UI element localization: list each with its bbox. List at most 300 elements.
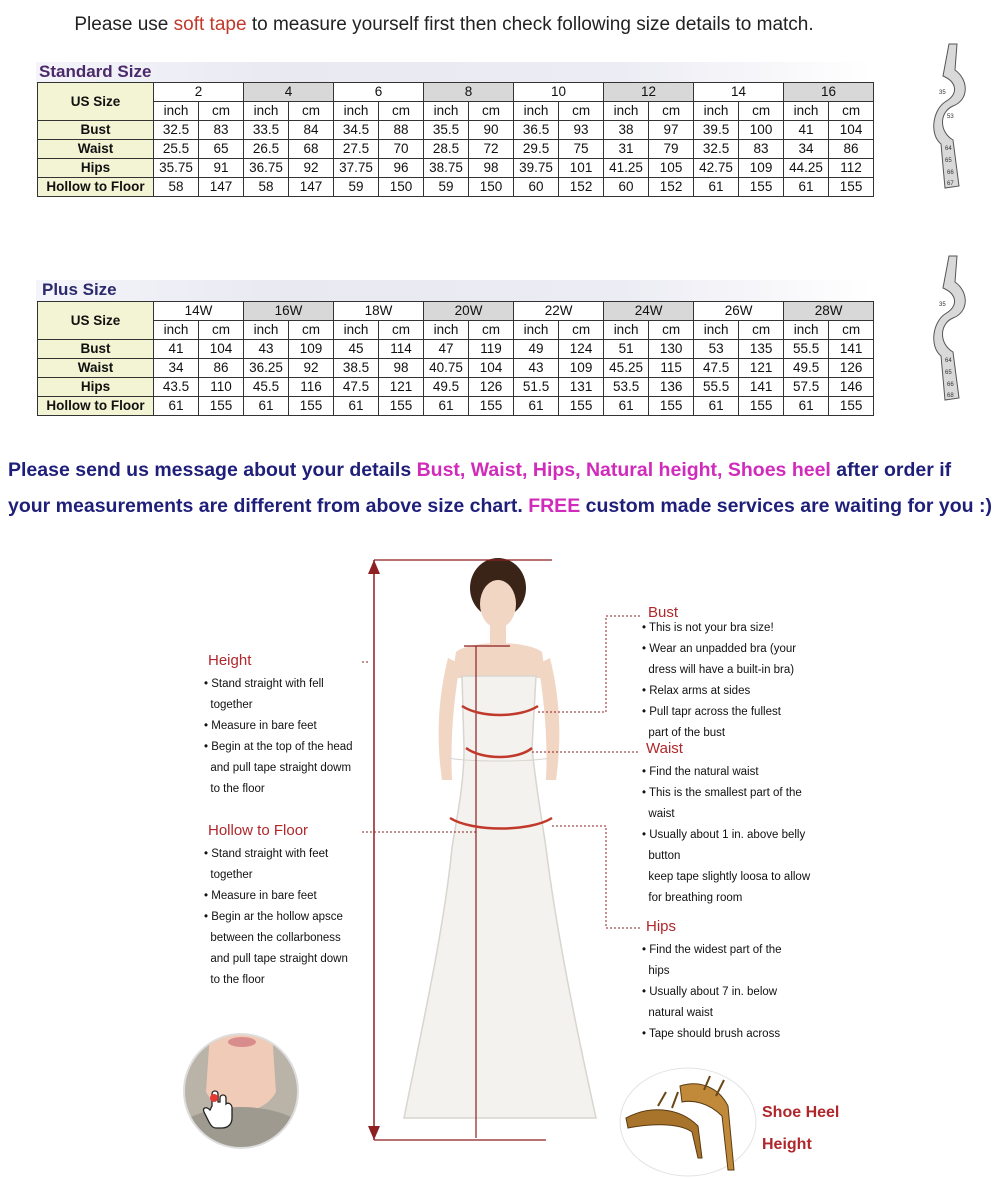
- size-header-cell: 12: [604, 83, 694, 102]
- table-cell: 41.25: [604, 159, 649, 178]
- us-size-label: US Size: [38, 83, 154, 121]
- bullet-item: [642, 940, 782, 961]
- table-cell: 28.5: [424, 140, 469, 159]
- size-header-cell: 28W: [784, 302, 874, 321]
- unit-cell: inch: [694, 321, 739, 340]
- bullet-item: [642, 702, 796, 723]
- table-cell: 49.5: [784, 359, 829, 378]
- table-cell: 61: [604, 397, 649, 416]
- table-cell: 35.75: [154, 159, 199, 178]
- unit-cell: inch: [604, 321, 649, 340]
- table-cell: 92: [289, 359, 334, 378]
- table-cell: 41: [154, 340, 199, 359]
- table-cell: 61: [784, 397, 829, 416]
- table-cell: 109: [289, 340, 334, 359]
- table-cell: 53: [694, 340, 739, 359]
- table-cell: 115: [649, 359, 694, 378]
- size-header-cell: 24W: [604, 302, 694, 321]
- table-cell: 47.5: [694, 359, 739, 378]
- table-cell: 57.5: [784, 378, 829, 397]
- table-cell: 55.5: [694, 378, 739, 397]
- table-row: [38, 159, 874, 178]
- bullet-text: for breathing room: [648, 892, 743, 904]
- bullet-dot: •: [642, 766, 650, 778]
- bullet-item: [642, 762, 810, 783]
- hollow-title: Hollow to Floor: [208, 822, 309, 839]
- bullet-dot: •: [642, 643, 650, 655]
- bullet-text: This is not your bra size!: [649, 622, 774, 634]
- plus-size-title: Plus Size: [42, 280, 117, 299]
- unit-cell: cm: [469, 102, 514, 121]
- bullet-dot: •: [642, 685, 650, 697]
- bullet-item: [642, 660, 796, 681]
- intro-suffix: to measure yourself first then check following size details to match.: [246, 14, 814, 35]
- table-cell: 49.5: [424, 378, 469, 397]
- bullet-item: [204, 865, 348, 886]
- bullet-item: [204, 758, 353, 779]
- table-cell: 61: [514, 397, 559, 416]
- bullet-dot: •: [642, 986, 650, 998]
- unit-cell: cm: [379, 321, 424, 340]
- size-header-cell: 22W: [514, 302, 604, 321]
- table-cell: 93: [559, 121, 604, 140]
- table-cell: 61: [244, 397, 289, 416]
- table-cell: 45.25: [604, 359, 649, 378]
- table-cell: 119: [469, 340, 514, 359]
- table-cell: 51: [604, 340, 649, 359]
- row-label: Bust: [38, 121, 154, 140]
- shoe-heel-line1: Shoe Heel: [762, 1104, 840, 1121]
- bullet-text: to the floor: [210, 974, 265, 986]
- intro-text: [0, 14, 888, 36]
- unit-cell: inch: [334, 321, 379, 340]
- table-cell: 155: [829, 397, 874, 416]
- bullet-text: dress will have a built-in bra): [648, 664, 795, 676]
- tape-number: 66: [947, 170, 954, 176]
- table-cell: 155: [829, 178, 874, 197]
- table-cell: 130: [649, 340, 694, 359]
- bullet-item: [204, 695, 353, 716]
- bullet-dot: •: [204, 890, 212, 902]
- table-cell: 32.5: [694, 140, 739, 159]
- tape-number: 35: [939, 302, 946, 308]
- bullet-dot: •: [642, 829, 650, 841]
- table-cell: 61: [334, 397, 379, 416]
- waist-bullets: [642, 762, 810, 909]
- bullet-text: hips: [648, 965, 670, 977]
- size-header-cell: 14W: [154, 302, 244, 321]
- size-header-cell: 16: [784, 83, 874, 102]
- plus-size-table: [37, 301, 874, 416]
- row-label: Waist: [38, 359, 154, 378]
- message-part2: after order if your measurements are different from above size chart.: [8, 459, 952, 517]
- table-cell: 59: [424, 178, 469, 197]
- unit-cell: cm: [559, 321, 604, 340]
- table-cell: 96: [379, 159, 424, 178]
- table-cell: 147: [289, 178, 334, 197]
- table-cell: 42.75: [694, 159, 739, 178]
- table-row: [38, 121, 874, 140]
- size-header-cell: 6: [334, 83, 424, 102]
- bullet-dot: •: [642, 706, 650, 718]
- table-cell: 83: [199, 121, 244, 140]
- table-cell: 150: [469, 178, 514, 197]
- row-label: Hips: [38, 159, 154, 178]
- table-cell: 61: [784, 178, 829, 197]
- table-cell: 58: [244, 178, 289, 197]
- table-cell: 146: [829, 378, 874, 397]
- table-cell: 45: [334, 340, 379, 359]
- unit-row: [38, 102, 874, 121]
- standard-title-band: [36, 62, 872, 84]
- message-part3: custom made services are waiting for you :): [580, 495, 992, 517]
- size-header-cell: 8: [424, 83, 514, 102]
- bullet-dot: •: [642, 1028, 650, 1040]
- unit-cell: cm: [739, 102, 784, 121]
- bullet-item: [642, 639, 796, 660]
- size-header-cell: 14: [694, 83, 784, 102]
- table-cell: 59: [334, 178, 379, 197]
- size-header-row: [38, 302, 874, 321]
- table-cell: 104: [469, 359, 514, 378]
- hips-title: Hips: [646, 918, 677, 935]
- table-cell: 33.5: [244, 121, 289, 140]
- bullet-item: [642, 825, 810, 846]
- bullet-text: Begin ar the hollow apsce: [211, 911, 343, 923]
- table-cell: 40.75: [424, 359, 469, 378]
- bullet-text: to the floor: [210, 783, 265, 795]
- table-cell: 79: [649, 140, 694, 159]
- bullet-text: together: [210, 699, 253, 711]
- tape-number: 67: [947, 181, 954, 187]
- message-highlight1: Bust, Waist, Hips, Natural height, Shoes heel: [416, 459, 831, 481]
- table-cell: 26.5: [244, 140, 289, 159]
- table-cell: 44.25: [784, 159, 829, 178]
- unit-cell: inch: [784, 102, 829, 121]
- table-cell: 41: [784, 121, 829, 140]
- table-cell: 83: [739, 140, 784, 159]
- table-cell: 58: [154, 178, 199, 197]
- tape-number: 65: [945, 370, 952, 376]
- height-title: Height: [208, 652, 252, 669]
- unit-cell: cm: [739, 321, 784, 340]
- bullet-item: [642, 1024, 782, 1045]
- intro-highlight: soft tape: [173, 14, 247, 35]
- table-cell: 60: [514, 178, 559, 197]
- table-cell: 37.75: [334, 159, 379, 178]
- table-cell: 38.5: [334, 359, 379, 378]
- standard-size-title: Standard Size: [39, 62, 152, 81]
- table-cell: 38: [604, 121, 649, 140]
- bullet-dot: •: [204, 848, 212, 860]
- row-label: Waist: [38, 140, 154, 159]
- table-cell: 60: [604, 178, 649, 197]
- bust-bullets: [642, 618, 796, 744]
- bullet-text: Pull tapr across the fullest: [649, 706, 781, 718]
- unit-cell: inch: [154, 321, 199, 340]
- table-cell: 105: [649, 159, 694, 178]
- table-cell: 126: [469, 378, 514, 397]
- bullet-text: waist: [648, 808, 675, 820]
- table-cell: 92: [289, 159, 334, 178]
- table-cell: 25.5: [154, 140, 199, 159]
- unit-cell: inch: [244, 321, 289, 340]
- table-cell: 116: [289, 378, 334, 397]
- table-cell: 147: [199, 178, 244, 197]
- bullet-item: [204, 928, 348, 949]
- table-row: [38, 178, 874, 197]
- table-cell: 136: [649, 378, 694, 397]
- table-row: [38, 359, 874, 378]
- unit-cell: cm: [649, 321, 694, 340]
- table-cell: 131: [559, 378, 604, 397]
- table-cell: 104: [829, 121, 874, 140]
- table-cell: 32.5: [154, 121, 199, 140]
- measurement-guide: [0, 548, 1000, 1179]
- bullet-text: Begin at the top of the head: [211, 741, 353, 753]
- table-cell: 61: [424, 397, 469, 416]
- table-cell: 155: [739, 397, 784, 416]
- table-cell: 110: [199, 378, 244, 397]
- table-cell: 121: [379, 378, 424, 397]
- tape-measure-icon: [929, 252, 973, 402]
- table-cell: 47: [424, 340, 469, 359]
- table-cell: 61: [694, 397, 739, 416]
- table-cell: 150: [379, 178, 424, 197]
- table-cell: 155: [649, 397, 694, 416]
- bullet-text: Find the natural waist: [649, 766, 759, 778]
- bullet-item: [642, 961, 782, 982]
- bullet-dot: •: [642, 787, 650, 799]
- unit-cell: inch: [424, 321, 469, 340]
- bullet-item: [642, 888, 810, 909]
- tape-number: 35: [939, 90, 946, 96]
- table-cell: 155: [739, 178, 784, 197]
- table-cell: 27.5: [334, 140, 379, 159]
- bullet-text: between the collarboness: [210, 932, 341, 944]
- bullet-item: [204, 844, 348, 865]
- bullet-item: [642, 846, 810, 867]
- table-cell: 35.5: [424, 121, 469, 140]
- bullet-item: [204, 674, 353, 695]
- bullet-item: [642, 867, 810, 888]
- bullet-item: [204, 907, 348, 928]
- bullet-dot: •: [204, 911, 212, 923]
- size-header-row: [38, 83, 874, 102]
- bullet-item: [204, 716, 353, 737]
- bullet-dot: •: [204, 720, 212, 732]
- table-cell: 121: [739, 359, 784, 378]
- dress: [404, 676, 596, 1118]
- table-cell: 109: [559, 359, 604, 378]
- face: [480, 580, 516, 628]
- shoe-image: [618, 1066, 758, 1178]
- table-row: [38, 140, 874, 159]
- unit-cell: cm: [829, 102, 874, 121]
- table-cell: 72: [469, 140, 514, 159]
- bullet-item: [204, 949, 348, 970]
- table-cell: 141: [829, 340, 874, 359]
- table-cell: 75: [559, 140, 604, 159]
- table-cell: 124: [559, 340, 604, 359]
- bust-title: Bust: [648, 604, 679, 621]
- height-bullets: [204, 674, 353, 800]
- unit-cell: cm: [199, 321, 244, 340]
- standard-size-table: [37, 82, 874, 197]
- unit-cell: inch: [514, 102, 559, 121]
- table-cell: 86: [829, 140, 874, 159]
- table-cell: 34.5: [334, 121, 379, 140]
- tape-number: 64: [945, 358, 952, 364]
- table-cell: 91: [199, 159, 244, 178]
- table-cell: 141: [739, 378, 784, 397]
- table-cell: 104: [199, 340, 244, 359]
- table-cell: 155: [199, 397, 244, 416]
- unit-cell: inch: [604, 102, 649, 121]
- bullet-item: [204, 886, 348, 907]
- unit-cell: inch: [424, 102, 469, 121]
- table-cell: 36.25: [244, 359, 289, 378]
- table-cell: 34: [154, 359, 199, 378]
- plus-title-band: [36, 280, 872, 302]
- us-size-label: US Size: [38, 302, 154, 340]
- table-cell: 112: [829, 159, 874, 178]
- table-cell: 155: [289, 397, 334, 416]
- bullet-text: natural waist: [648, 1007, 713, 1019]
- bullet-text: Stand straight with fell: [211, 678, 324, 690]
- row-label: Hollow to Floor: [38, 178, 154, 197]
- table-cell: 49: [514, 340, 559, 359]
- bullet-text: Usually about 7 in. below: [649, 986, 778, 998]
- bullet-text: Stand straight with feet: [211, 848, 329, 860]
- table-row: [38, 397, 874, 416]
- unit-cell: cm: [379, 102, 424, 121]
- tape-number: 68: [947, 393, 954, 399]
- bullet-item: [204, 737, 353, 758]
- bullet-text: Measure in bare feet: [211, 890, 317, 902]
- table-cell: 65: [199, 140, 244, 159]
- unit-cell: cm: [559, 102, 604, 121]
- unit-cell: cm: [469, 321, 514, 340]
- table-cell: 39.5: [694, 121, 739, 140]
- bullet-text: and pull tape straight dowm: [210, 762, 352, 774]
- custom-size-message: [8, 452, 998, 524]
- size-header-cell: 16W: [244, 302, 334, 321]
- unit-cell: inch: [244, 102, 289, 121]
- table-cell: 98: [379, 359, 424, 378]
- table-cell: 43: [514, 359, 559, 378]
- table-cell: 98: [469, 159, 514, 178]
- tape-number: 64: [945, 146, 952, 152]
- table-cell: 155: [469, 397, 514, 416]
- table-cell: 90: [469, 121, 514, 140]
- bullet-dot: •: [642, 944, 650, 956]
- unit-row: [38, 321, 874, 340]
- row-label: Bust: [38, 340, 154, 359]
- table-cell: 43: [244, 340, 289, 359]
- unit-cell: cm: [289, 102, 334, 121]
- bullet-dot: •: [204, 741, 212, 753]
- table-cell: 88: [379, 121, 424, 140]
- row-label: Hollow to Floor: [38, 397, 154, 416]
- table-cell: 68: [289, 140, 334, 159]
- bullet-text: button: [648, 850, 681, 862]
- bullet-item: [642, 982, 782, 1003]
- bullet-dot: •: [642, 622, 650, 634]
- table-cell: 45.5: [244, 378, 289, 397]
- bullet-item: [642, 618, 796, 639]
- size-header-cell: 2: [154, 83, 244, 102]
- size-header-cell: 26W: [694, 302, 784, 321]
- size-header-cell: 18W: [334, 302, 424, 321]
- bullet-item: [204, 779, 353, 800]
- table-cell: 126: [829, 359, 874, 378]
- bullet-item: [642, 1003, 782, 1024]
- hollow-bullets: [204, 844, 348, 991]
- table-cell: 155: [559, 397, 604, 416]
- bullet-item: [204, 970, 348, 991]
- table-cell: 38.75: [424, 159, 469, 178]
- tape-number: 66: [947, 382, 954, 388]
- unit-cell: cm: [829, 321, 874, 340]
- shoe-heel-label: [762, 1097, 839, 1161]
- bullet-dot: •: [204, 678, 212, 690]
- table-cell: 152: [649, 178, 694, 197]
- unit-cell: cm: [649, 102, 694, 121]
- table-cell: 109: [739, 159, 784, 178]
- table-cell: 51.5: [514, 378, 559, 397]
- message-part1: Please send us message about your details: [8, 459, 417, 481]
- table-cell: 31: [604, 140, 649, 159]
- table-cell: 152: [559, 178, 604, 197]
- bullet-text: Measure in bare feet: [211, 720, 317, 732]
- unit-cell: inch: [154, 102, 199, 121]
- bullet-item: [642, 804, 810, 825]
- waist-title: Waist: [646, 740, 683, 757]
- table-cell: 43.5: [154, 378, 199, 397]
- neck-closeup-image: [182, 1032, 300, 1150]
- shoe-heel-line2: Height: [762, 1136, 812, 1153]
- bullet-text: Relax arms at sides: [649, 685, 751, 697]
- table-cell: 34: [784, 140, 829, 159]
- bullet-text: together: [210, 869, 253, 881]
- table-cell: 55.5: [784, 340, 829, 359]
- bullet-text: part of the bust: [648, 727, 726, 739]
- tape-number: 65: [945, 158, 952, 164]
- size-header-cell: 20W: [424, 302, 514, 321]
- table-cell: 135: [739, 340, 784, 359]
- table-cell: 97: [649, 121, 694, 140]
- table-cell: 36.75: [244, 159, 289, 178]
- table-cell: 53.5: [604, 378, 649, 397]
- bullet-text: Wear an unpadded bra (your: [649, 643, 797, 655]
- unit-cell: inch: [514, 321, 559, 340]
- model-illustration: [360, 548, 640, 1179]
- hips-bullets: [642, 940, 782, 1045]
- bullet-item: [642, 681, 796, 702]
- table-cell: 86: [199, 359, 244, 378]
- tape-number: 53: [947, 114, 954, 120]
- unit-cell: cm: [289, 321, 334, 340]
- table-cell: 29.5: [514, 140, 559, 159]
- unit-cell: inch: [694, 102, 739, 121]
- table-row: [38, 378, 874, 397]
- table-cell: 155: [379, 397, 424, 416]
- table-cell: 84: [289, 121, 334, 140]
- unit-cell: inch: [784, 321, 829, 340]
- unit-cell: cm: [199, 102, 244, 121]
- tape-measure-icon: [929, 40, 973, 190]
